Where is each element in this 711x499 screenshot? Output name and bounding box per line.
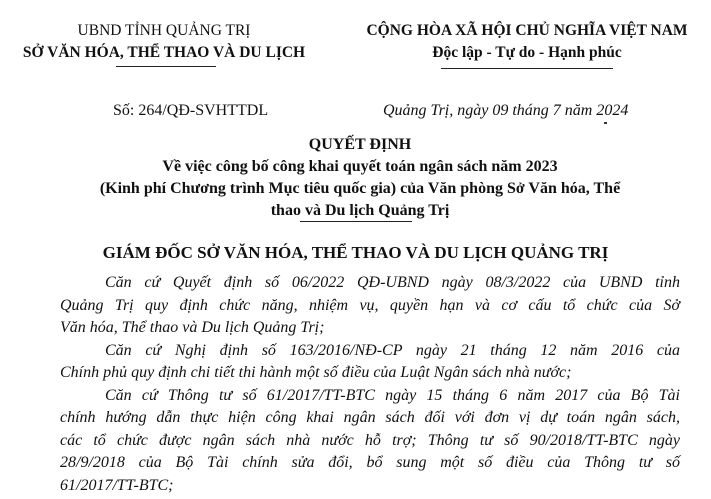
basis-3-line-5: 61/2017/TT-BTC; [60,476,174,494]
decision-subject-line2: (Kinh phí Chương trình Mục tiêu quốc gia) của Văn phòng Sở Văn hóa, Thể [99,180,621,197]
decision-title [40,134,680,222]
legal-basis [60,272,680,497]
national-motto: Độc lập - Tự do - Hạnh phúc [432,44,622,61]
issuer-underline [116,66,216,67]
basis-3-line-3: các tổ chức được ngân sách nhà nước hỗ trợ; Thông tư số 90/2018/TT-BTC ngày [60,431,680,449]
basis-1-line-2: Quảng Trị quy định chức năng, nhiệm vụ, quyền hạn và cơ cấu tổ chức của Sở [60,296,680,314]
issuer-header [18,20,310,64]
issuer-authority: UBND TỈNH QUẢNG TRỊ [77,22,251,39]
place-date: Quảng Trị, ngày 09 tháng 7 năm 2024 [383,102,629,119]
basis-2-line-1: Căn cứ Nghị định số 163/2016/NĐ-CP ngày 21 tháng 12 năm 2016 của [105,341,680,359]
basis-1-line-3: Văn hóa, Thể thao và Du lịch Quảng Trị; [60,319,325,336]
national-title: CỘNG HÒA XÃ HỘI CHỦ NGHĨA VIỆT NAM [366,22,688,39]
motto-underline [441,68,613,69]
basis-2-line-2: Chính phủ quy định chi tiết thi hành một số điều của Luật Ngân sách nhà nước; [60,364,572,381]
title-underline [300,221,412,222]
basis-1-line-1: Căn cứ Quyết định số 06/2022 QĐ-UBND ngày 08/3/2022 của UBND tỉnh [105,274,680,291]
decision-subject-line3: thao và Du lịch Quảng Trị [270,202,450,219]
document-number: Số: 264/QĐ-SVHTTDL [113,102,269,119]
basis-3-line-4: 28/9/2018 của Bộ Tài chính sửa đổi, bổ sung một số điều của Thông tư số [60,454,680,471]
decision-subject-line1: Về việc công bố công khai quyết toán ngân sách năm 2023 [162,158,558,175]
scan-speck [604,122,607,124]
basis-3-line-1: Căn cứ Thông tư số 61/2017/TT-BTC ngày 15 tháng 6 năm 2017 của Bộ Tài [105,386,680,404]
issuer-department: SỞ VĂN HÓA, THỂ THAO VÀ DU LỊCH [22,44,306,61]
decision-heading: QUYẾT ĐỊNH [308,136,412,153]
national-header [352,20,702,64]
director-heading: GIÁM ĐỐC SỞ VĂN HÓA, THỂ THAO VÀ DU LỊCH QUẢNG TRỊ [102,243,609,262]
basis-3-line-2: chính hướng dẫn thực hiện công khai ngân sách đối với đơn vị dự toán ngân sách, [60,409,680,426]
